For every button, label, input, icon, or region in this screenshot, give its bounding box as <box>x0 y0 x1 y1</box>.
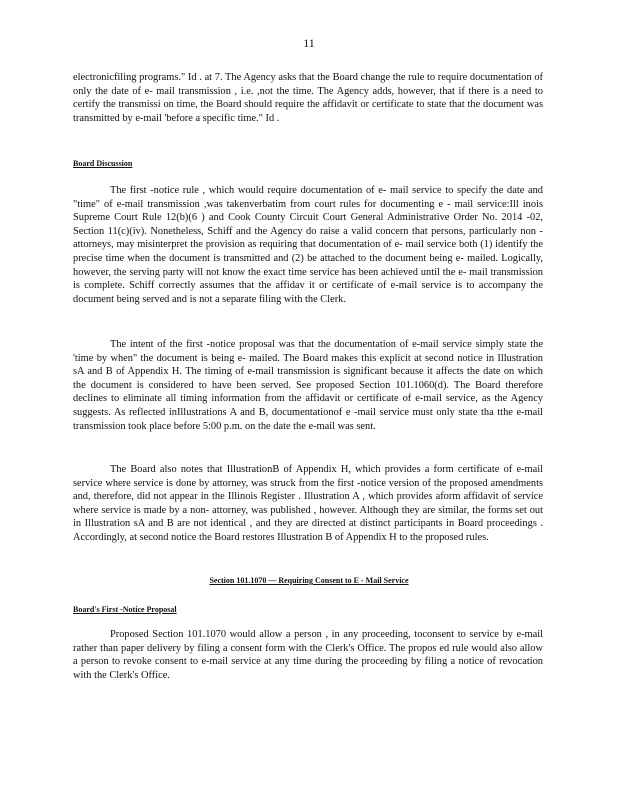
discussion-paragraph-1: The first -notice rule , which would require documentation of e- mail service to specify the date and "time" of e-mail transmission ,was takenverbatim from court rules for documenting e - mail service:Ill inois Supreme Court Rule 12(b)(6 ) and Cook County Circuit Court General Administrative Order No. 2014 -02, Section 11(c)(iv). Nonetheless, Schiff and the Agency do raise a valid concern that persons, particularly non -attorneys, may misinterpret the provision as requiring that documentation of e- mail service both (1) identify the precise time when the document is transmitted and (2) be attached to the document being e- mailed. Logically, however, the serving party will not know the exact time service has been achieved until the e- mail transmission is complete. Schiff correctly assumes that the affidav it or certificate of e-mail service is to accompany the document being served and is not a separate filing with the Clerk. <box>73 185 543 305</box>
discussion-paragraph-3: The Board also notes that IllustrationB of Appendix H, which provides a form certificate of e-mail service where service is done by attorney, was struck from the first -notice version of the proposed amendments and, therefore, did not appear in the Illinois Register . Illustration A , which provides aform affidavit of service where service is made by a non- attorney, was published , however. Although they are similar, the forms set out in Illustration sA and B are not identical , and they are directed at distinct participants in Board proceedings . Accordingly, at second notice the Board restores Illustration B of Appendix H to the proposed rules. <box>73 464 543 543</box>
page-number: 11 <box>303 36 315 50</box>
heading-first-notice-proposal: Board's First -Notice Proposal <box>73 605 177 614</box>
discussion-paragraph-2: The intent of the first -notice proposal was that the documentation of e-mail service simply state the 'time by when" the document is being e- mailed. The Board makes this explicit at second notice in Illustration sA and B of Appendix H. The timing of e-mail transmission is significant because it affects the date on which the document is considered to have been served. See proposed Section 101.1060(d). The Board therefore declines to eliminate all timing information from the affidavit or certificate of e-mail service, as the Agency suggests. As reflected inIllustrations A and B, documentationof e -mail service must only state tha tthe e-mail transmission took place before 5:00 p.m. on the date the e-mail was sent. <box>73 339 543 432</box>
intro-paragraph: electronicfiling programs." Id . at 7. The Agency asks that the Board change the rule to require documentation of only the date of e- mail transmission , i.e. ,not the time. The Agency adds, however, that if there is a need to certify the transmissi on time, the Board should require the affidavit or certificate to state that the document was transmitted by e-mail 'before a specific time." Id . <box>73 72 543 124</box>
proposal-paragraph: Proposed Section 101.1070 would allow a person , in any proceeding, toconsent to service by e-mail rather than paper delivery by filing a consent form with the Clerk's Office. The propos ed rule would also allow a person to revoke consent to e-mail service at any time during the proceeding by filing a notice of revocation with the Clerk's Office. <box>73 629 543 681</box>
section-heading-text: Section 101.1070 — Requiring Consent to E - Mail Service <box>209 576 409 585</box>
section-heading <box>0 575 618 586</box>
heading-board-discussion: Board Discussion <box>73 159 133 168</box>
